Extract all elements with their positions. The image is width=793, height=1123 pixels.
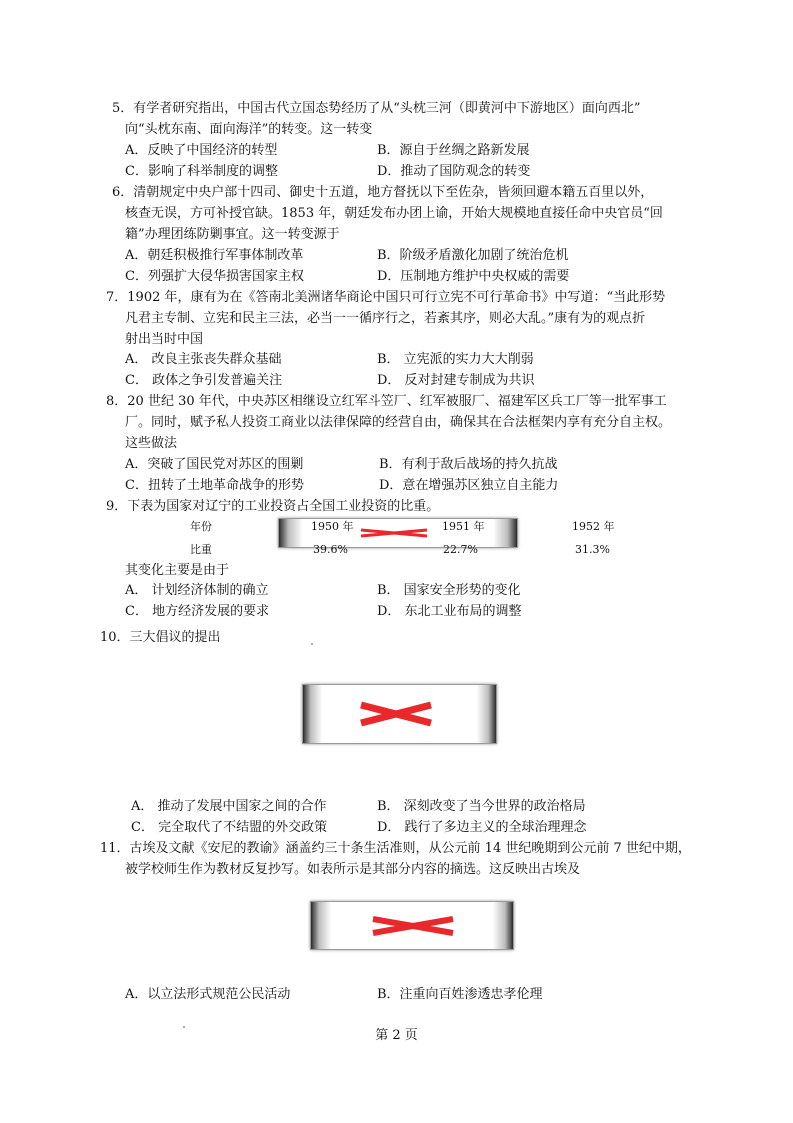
q9-stem-after: 其变化主要是由于 [125, 563, 230, 578]
q6-stem-line-2: 核查无误，方可补授官缺。1853 年，朝廷发布办团上谕，开始大规模地直接任命中央官员“回 [125, 206, 663, 221]
table-cell-share-1950: 39.6% [313, 543, 348, 556]
q7-stem-line-3: 射出当时中国 [125, 332, 204, 347]
q5-option-c[interactable]: C．影响了科举制度的调整 [125, 164, 278, 179]
q9-option-a[interactable]: A． 计划经济体制的确立 [125, 583, 269, 598]
q6-option-a[interactable]: A．朝廷积极推行军事体制改革 [125, 248, 304, 263]
q8-option-b[interactable]: B．有利于敌后战场的持久抗战 [379, 457, 558, 472]
q8-option-c[interactable]: C．扭转了土地革命战争的形势 [125, 478, 304, 493]
q11-option-b[interactable]: B．注重向百姓渗透忠孝伦理 [377, 987, 543, 1002]
q10-stem-line-1: 10．三大倡议的提出 [100, 630, 221, 645]
q11-option-a[interactable]: A．以立法形式规范公民活动 [125, 987, 291, 1002]
q7-option-c[interactable]: C． 政体之争引发普遍关注 [125, 373, 283, 388]
page-number: 第 2 页 [375, 1028, 418, 1043]
broken-image-icon [311, 902, 513, 949]
q8-option-a[interactable]: A．突破了国民党对苏区的围剿 [125, 457, 304, 472]
q7-option-d[interactable]: D． 反对封建专制成为共识 [377, 373, 535, 388]
table-cell-share-1952: 31.3% [575, 543, 610, 556]
broken-image-icon [303, 685, 496, 743]
q7-stem-line-2: 凡君主专制、立宪和民主三法，必当一一循序行之，若紊其序，则必大乱。”康有为的观点折 [125, 311, 646, 326]
q6-option-c[interactable]: C．列强扩大侵华损害国家主权 [125, 269, 304, 284]
q5-stem-line-1: 5．有学者研究指出，中国古代立国态势经历了从“头枕三河（即黄河中下游地区）面向西北” [112, 101, 641, 116]
table-cell-share-1951: 22.7% [443, 543, 478, 556]
q10-option-a[interactable]: A． 推动了发展中国家之间的合作 [131, 799, 327, 814]
q11-broken-image [310, 901, 514, 950]
q9-stem-line-1: 9．下表为国家对辽宁的工业投资占全国工业投资的比重。 [106, 499, 440, 514]
q11-stem-line-1: 11．古埃及文献《安尼的教谕》涵盖约三十条生活准则，从公元前 14 世纪晚期到公元前 7 世纪中期， [100, 841, 691, 856]
q5-option-b[interactable]: B．源自于丝绸之路新发展 [377, 143, 530, 158]
q8-stem-line-2: 厂。同时，赋予私人投资工商业以法律保障的经营自由，确保其在合法框架内享有充分自主权。 [125, 415, 672, 430]
q9-option-c[interactable]: C． 地方经济发展的要求 [125, 604, 270, 619]
q6-stem-line-3: 籍”办理团练防剿事宜。这一转变源于 [125, 227, 340, 242]
q7-stem-line-1: 7．1902 年，康有为在《答南北美洲诸华商论中国只可行立宪不可行革命书》中写道：“当此形势 [106, 290, 666, 305]
q7-option-a[interactable]: A． 改良主张丧失群众基础 [125, 352, 282, 367]
speck [311, 643, 313, 645]
q10-option-c[interactable]: C． 完全取代了不结盟的外交政策 [131, 820, 328, 835]
table-cell-year-1952: 1952 年 [572, 520, 615, 533]
q8-stem-line-1: 8．20 世纪 30 年代，中央苏区相继设立红军斗笠厂、红军被服厂、福建军区兵工厂等一批军事工 [106, 394, 667, 409]
q6-option-b[interactable]: B．阶级矛盾激化加剧了统治危机 [377, 248, 569, 263]
table-cell-year-1950: 1950 年 [311, 520, 354, 533]
q10-broken-image [302, 684, 497, 744]
table-row-label-share: 比重 [190, 543, 212, 556]
q9-option-d[interactable]: D． 东北工业布局的调整 [377, 604, 522, 619]
q8-stem-line-3: 这些做法 [125, 436, 178, 451]
q6-stem-line-1: 6．清朝规定中央户部十四司、御史十五道，地方督抚以下至佐杂，皆须回避本籍五百里以外， [112, 185, 654, 200]
table-row-label-year: 年份 [190, 520, 212, 533]
q8-option-d[interactable]: D．意在增强苏区独立自主能力 [379, 478, 559, 493]
q10-option-d[interactable]: D． 践行了多边主义的全球治理理念 [377, 820, 587, 835]
q5-option-a[interactable]: A．反映了中国经济的转型 [125, 143, 278, 158]
q5-stem-line-2: 向“头枕东南、面向海洋”的转变。这一转变 [125, 122, 373, 137]
q10-option-b[interactable]: B． 深刻改变了当今世界的政治格局 [377, 799, 586, 814]
q6-option-d[interactable]: D．压制地方维护中央权威的需要 [377, 269, 570, 284]
q11-stem-line-2: 被学校师生作为教材反复抄写。如表所示是其部分内容的摘选。这反映出古埃及 [125, 862, 581, 877]
table-cell-year-1951: 1951 年 [442, 520, 485, 533]
q9-option-b[interactable]: B． 国家安全形势的变化 [377, 583, 521, 598]
q5-option-d[interactable]: D．推动了国防观念的转变 [377, 164, 531, 179]
q7-option-b[interactable]: B． 立宪派的实力大大削弱 [377, 352, 534, 367]
